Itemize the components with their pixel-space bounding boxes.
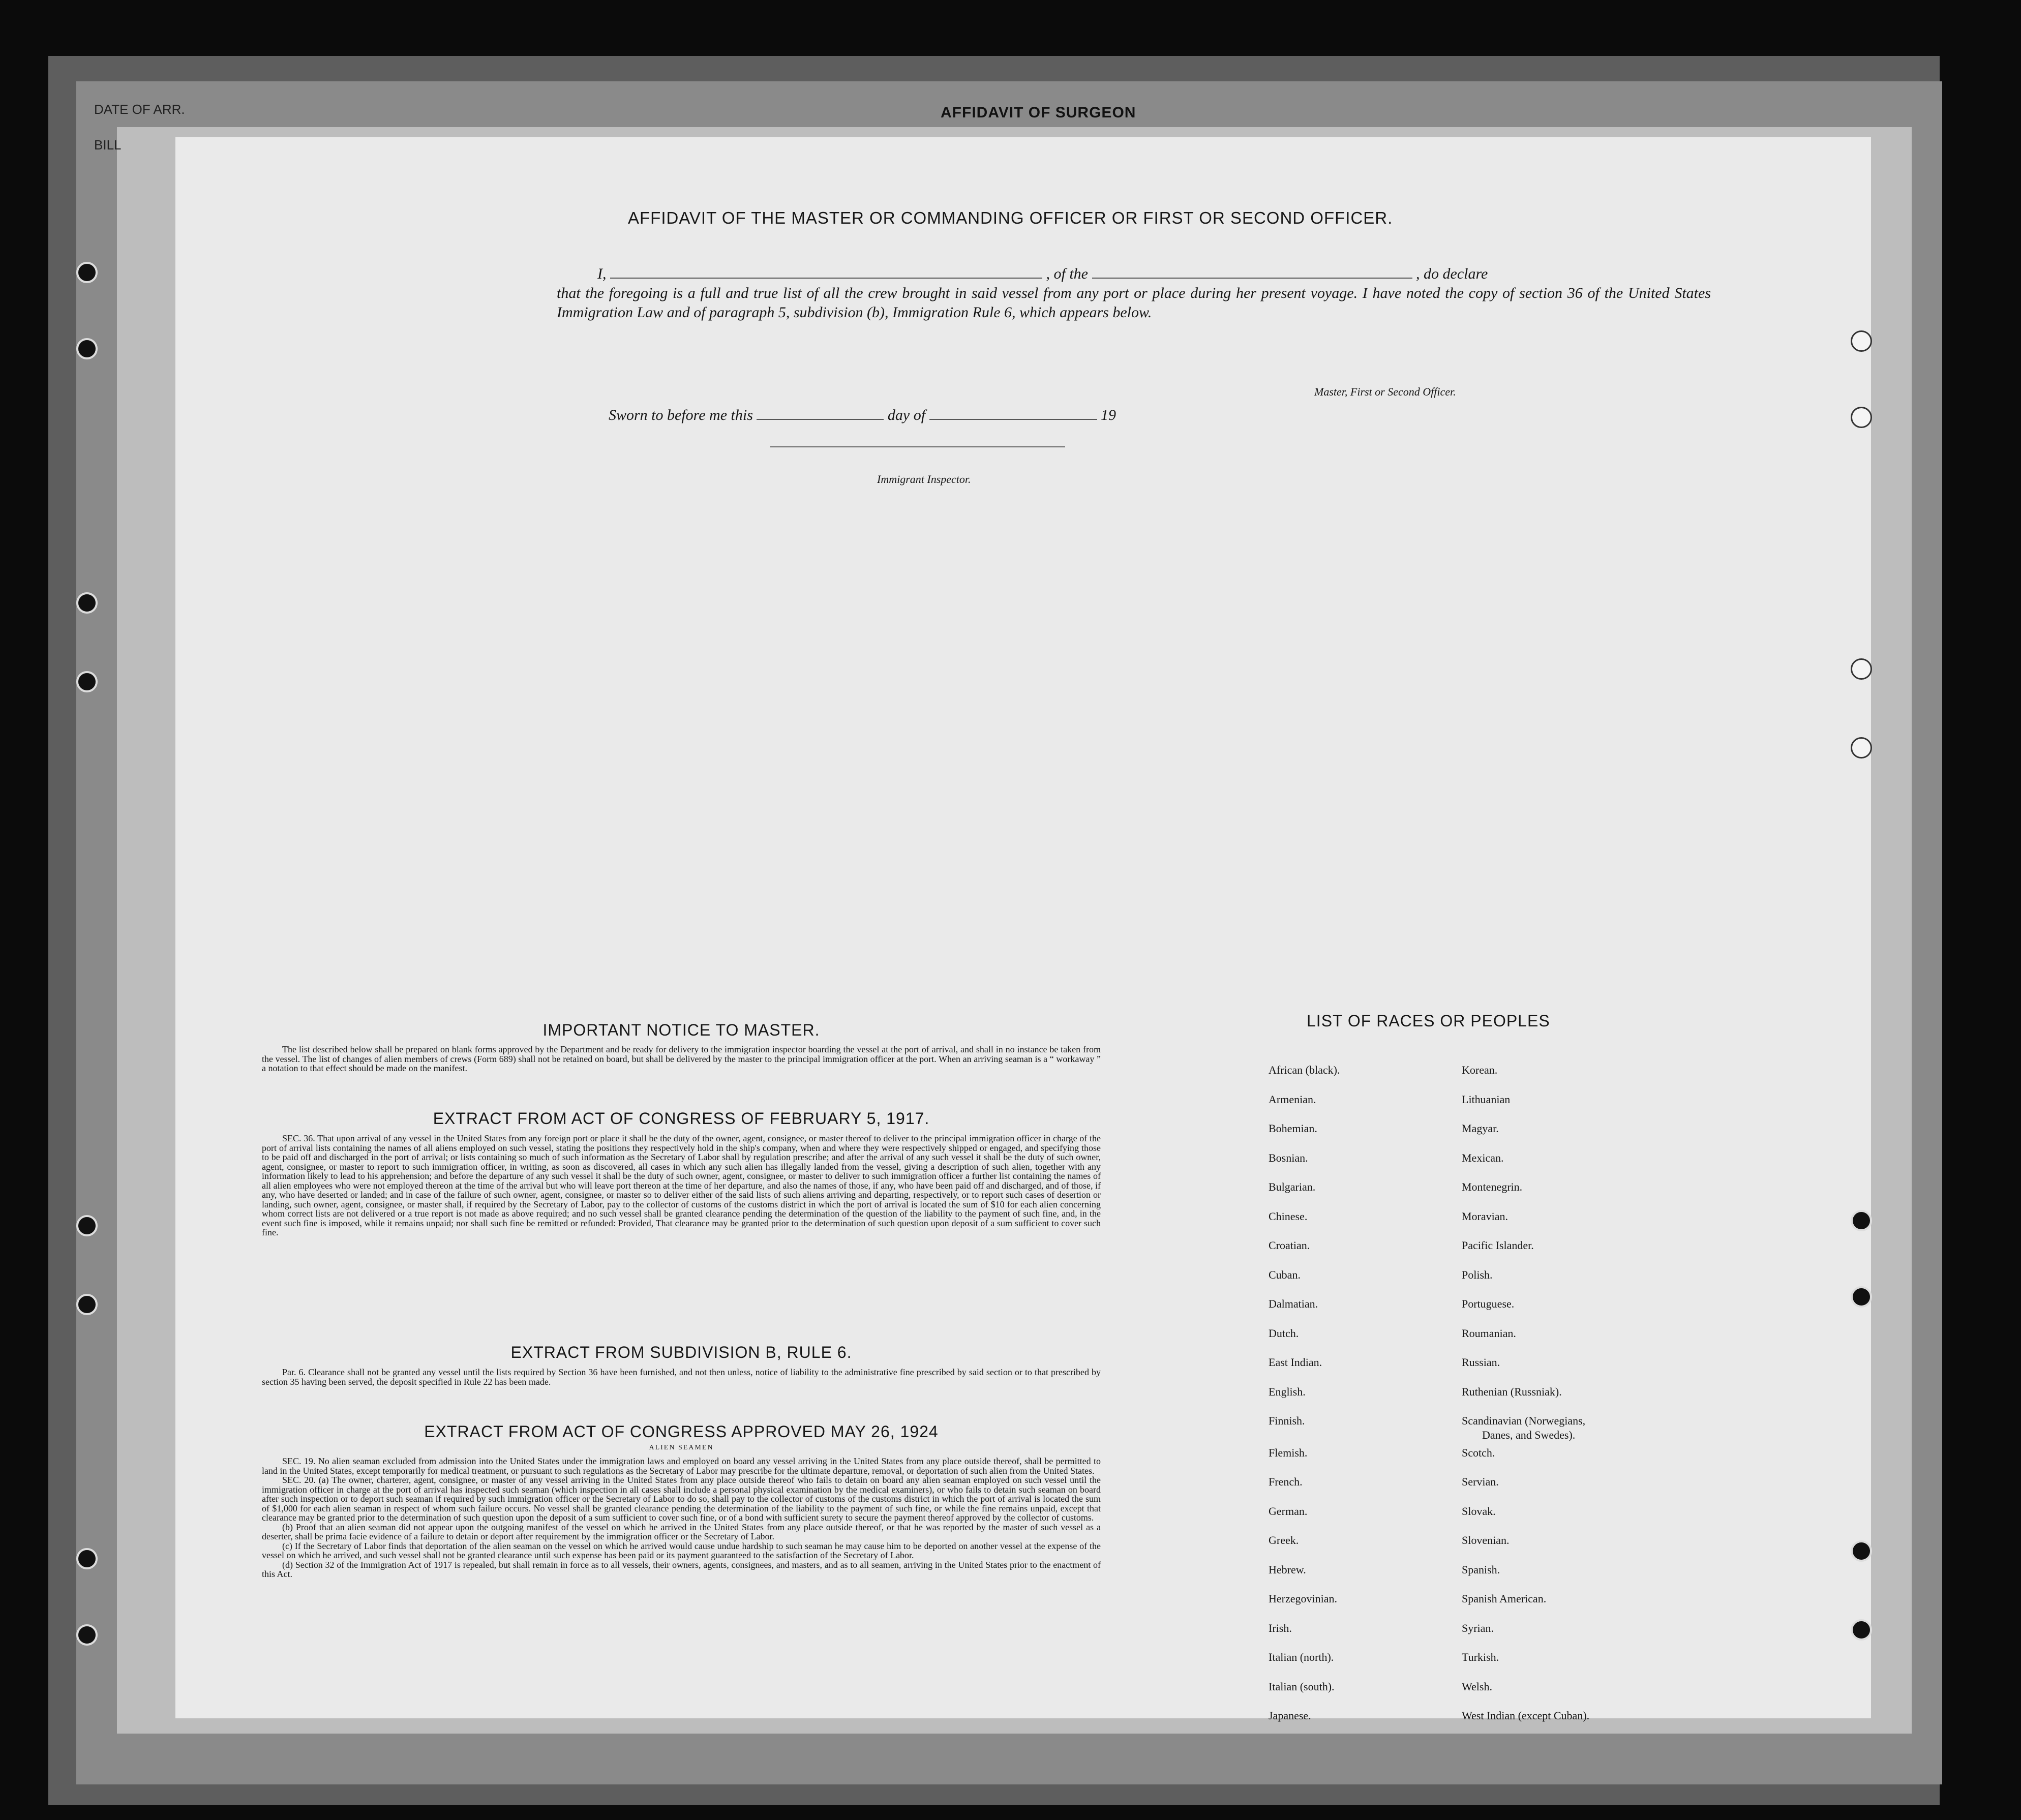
race-left: Bosnian. — [1269, 1151, 1308, 1164]
section-36-paragraph: SEC. 36. That upon arrival of any vessel in the United States from any foreign port or place it shall be the duty of the owner, agent, consignee, or master thereof to deliver to the principal immigration officer in charge of the port of arrival lists containing the names of all aliens employed on such vessel, stating the positions they respectively hold in the ship's company, when and where they were respectively shipped or engaged, and specifying those to be paid off and discharged in the port of arrival; or lists containing so much of such information as the Secretary of Labor shall by regulation prescribe; and after the arrival of any such vessel it shall be the duty of such owner, agent, consignee, or master to report to such immigration officer, in writing, as soon as discovered, all cases in which any such alien has illegally landed from the vessel, giving a description of such alien, together with any information likely to lead to his apprehension; and before the departure of any such vessel it shall be the duty of such owner, agent, consignee, or master to deliver to such immigration officer a further list containing the names of all alien employees who were not employed thereon at the time of the arrival but who will leave port thereon at the time of her departure, and also the names of those, if any, who have been paid off and discharged, and of those, if any, who have deserted or landed; and in case of the failure of such owner, agent, consignee, or master so to deliver either of the said lists of such aliens arriving and departing, respectively, or to report such cases of desertion or landing, such owner, agent, consignee, or master shall, if required by the Secretary of Labor, pay to the collector of customs of the customs district in which the port of arrival is located the sum of $10 for each alien concerning whom correct lists are not delivered or a true report is not made as above required; and no such vessel shall be granted clearance pending the determination of the question of the liability to the payment of such fine, and, in the event such fine is imposed, while it remains unpaid; nor shall such fine be remitted or refunded: Provided, That clearance may be granted prior to the determination of such question upon deposit of a sum sufficient to cover such fine. — [262, 1133, 1101, 1237]
extract-1924-text — [262, 1457, 1101, 1579]
extract-1924-title: EXTRACT FROM ACT OF CONGRESS APPROVED MAY 26, 1924 — [424, 1422, 939, 1441]
date-label: DATE OF ARR. — [94, 102, 185, 117]
race-left: Bohemian. — [1269, 1122, 1317, 1135]
race-right: Mexican. — [1462, 1151, 1504, 1164]
race-right-continued: Danes, and Swedes). — [1482, 1429, 1576, 1441]
day-blank — [757, 408, 884, 420]
race-left: Chinese. — [1269, 1210, 1308, 1223]
binder-hole — [76, 1624, 98, 1646]
surgeon-affidavit-title: AFFIDAVIT OF SURGEON — [941, 104, 1136, 121]
race-left: Greek. — [1269, 1534, 1299, 1546]
race-right: Lithuanian — [1462, 1093, 1511, 1106]
race-left: Irish. — [1269, 1622, 1292, 1634]
binder-hole — [1851, 1619, 1872, 1641]
race-right: Korean. — [1462, 1064, 1498, 1076]
binder-hole — [76, 1294, 98, 1315]
name-blank — [610, 266, 1042, 279]
race-left: Italian (south). — [1269, 1680, 1335, 1693]
race-left: Dalmatian. — [1269, 1297, 1318, 1310]
binder-hole — [1851, 407, 1872, 428]
race-right: Syrian. — [1462, 1622, 1494, 1634]
race-left: Armenian. — [1269, 1093, 1316, 1106]
month-blank — [929, 408, 1097, 420]
race-left: French. — [1269, 1475, 1303, 1488]
sworn-text: Sworn to before me this — [609, 407, 753, 423]
alien-seamen-subtitle: ALIEN SEAMEN — [649, 1444, 714, 1451]
race-right: Pacific Islander. — [1462, 1239, 1534, 1252]
affidavit-body — [557, 264, 1711, 322]
affidavit-declare: , do declare — [1416, 265, 1488, 282]
race-left: Herzegovinian. — [1269, 1592, 1337, 1605]
binder-hole — [1851, 1540, 1872, 1562]
race-right: Spanish. — [1462, 1563, 1500, 1576]
race-right: Turkish. — [1462, 1651, 1499, 1663]
race-left: Finnish. — [1269, 1414, 1305, 1427]
affidavit-title: AFFIDAVIT OF THE MASTER OR COMMANDING OFFICER OR FIRST OR SECOND OFFICER. — [628, 208, 1393, 227]
binder-hole — [1851, 658, 1872, 680]
sec-20d-paragraph: (d) Section 32 of the Immigration Act of 1917 is repealed, but shall remain in force as to all vessels, their owners, agents, consignees, and masters, and as to all seamen, arriving in the United States prior to the enactment of this Act. — [262, 1559, 1101, 1579]
binder-hole — [76, 1548, 98, 1569]
race-left: Croatian. — [1269, 1239, 1310, 1252]
bill-label: BILL — [94, 137, 122, 153]
sec-20c-paragraph: (c) If the Secretary of Labor finds that deportation of the alien seaman on the vessel on which he arrived would cause undue hardship to such seaman he may cause him to be deported on another vessel at the expense of the vessel on which he arrived, and such vessel shall not be granted clearance until such expense has been paid or its payment guaranteed to the satisfaction of the Secretary of Labor. — [262, 1540, 1101, 1560]
binder-hole — [1851, 1286, 1872, 1308]
race-right: Welsh. — [1462, 1680, 1492, 1693]
race-right: Moravian. — [1462, 1210, 1509, 1223]
races-title: LIST OF RACES OR PEOPLES — [1307, 1012, 1550, 1030]
race-right: Montenegrin. — [1462, 1180, 1523, 1193]
race-left: German. — [1269, 1505, 1308, 1518]
race-right: Slovak. — [1462, 1505, 1496, 1518]
binder-hole — [1851, 1210, 1872, 1231]
sec-20b-paragraph: (b) Proof that an alien seaman did not appear upon the outgoing manifest of the vessel on which he arrived in the United States from any place outside thereof, or that he was reported by the master of such vessel as a deserter, shall be prima facie evidence of a failure to detain or deport after requirement by the immigration officer or the Secretary of Labor. — [262, 1522, 1101, 1541]
notice-paragraph: The list described below shall be prepared on blank forms approved by the Department and be ready for delivery to the immigration inspector boarding the vessel at the port of arrival, and shall in no instance be taken from the vessel. The list of changes of alien members of crews (Form 689) shall not be retained on board, but shall be delivered by the master to the principal immigration officer at the port. When an arriving seaman is a “ workaway ” a notation to that effect should be made on the manifest. — [262, 1044, 1101, 1073]
race-right: Servian. — [1462, 1475, 1499, 1488]
race-right: Spanish American. — [1462, 1592, 1547, 1605]
binder-hole — [76, 671, 98, 692]
notice-text — [262, 1045, 1101, 1073]
race-left: Dutch. — [1269, 1327, 1299, 1340]
race-right: West Indian (except Cuban). — [1462, 1709, 1590, 1722]
extract-1917-title: EXTRACT FROM ACT OF CONGRESS OF FEBRUARY 5, 1917. — [433, 1109, 930, 1128]
race-left: African (black). — [1269, 1064, 1340, 1076]
binder-hole — [76, 1215, 98, 1236]
race-left: Hebrew. — [1269, 1563, 1306, 1576]
race-left: Italian (north). — [1269, 1651, 1334, 1663]
race-left: Japanese. — [1269, 1709, 1311, 1722]
inspector-label: Immigrant Inspector. — [877, 473, 971, 486]
extract-rule6-text — [262, 1368, 1101, 1386]
race-right: Polish. — [1462, 1268, 1493, 1281]
binder-hole — [1851, 737, 1872, 759]
binder-hole — [1851, 330, 1872, 352]
race-right: Roumanian. — [1462, 1327, 1516, 1340]
race-right: Magyar. — [1462, 1122, 1499, 1135]
sec-19-paragraph: SEC. 19. No alien seaman excluded from admission into the United States under the immigration laws and employed on board any vessel arriving in the United States from any place outside thereof, shall be permitted to land in the United States, except temporarily for medical treatment, or pursuant to such regulations as the Secretary of Labor may prescribe for the ultimate departure, removal, or deportation of such alien from the United States. — [262, 1456, 1101, 1476]
affidavit-page — [175, 137, 1871, 1722]
race-right: Ruthenian (Russniak). — [1462, 1385, 1562, 1398]
binder-hole — [76, 592, 98, 614]
race-right: Scotch. — [1462, 1446, 1495, 1459]
notice-title: IMPORTANT NOTICE TO MASTER. — [542, 1021, 820, 1039]
race-right: Portuguese. — [1462, 1297, 1515, 1310]
race-right: Scandinavian (Norwegians, — [1462, 1414, 1586, 1427]
rule6-paragraph: Par. 6. Clearance shall not be granted any vessel until the lists required by Section 36 have been furnished, and not then unless, notice of liability to the administrative fine prescribed by said section or to that prescribed by section 35 having been served, the deposit specified in Rule 22 has been made. — [262, 1367, 1101, 1387]
affidavit-statement: that the foregoing is a full and true list of all the crew brought in said vessel from any port or place during her present voyage. I have noted the copy of section 36 of the United States Immigration Law and of paragraph 5, subdivision (b), Immigration Rule 6, which appears below. — [557, 285, 1711, 321]
year-text: 19 — [1101, 407, 1117, 423]
affidavit-of-the: , of the — [1046, 265, 1088, 282]
signature-label: Master, First or Second Officer. — [1314, 385, 1456, 398]
binder-hole — [76, 338, 98, 359]
race-right: Russian. — [1462, 1356, 1500, 1369]
race-right: Slovenian. — [1462, 1534, 1510, 1546]
back-sheet-labels — [94, 92, 185, 163]
race-left: East Indian. — [1269, 1356, 1322, 1369]
binder-hole — [76, 262, 98, 283]
sworn-line — [609, 407, 1116, 424]
race-left: Flemish. — [1269, 1446, 1308, 1459]
vessel-blank — [1092, 266, 1412, 279]
inspector-signature-line — [770, 446, 1065, 447]
race-left: Cuban. — [1269, 1268, 1301, 1281]
day-of-text: day of — [887, 407, 926, 423]
extract-1917-text — [262, 1134, 1101, 1237]
race-left: Bulgarian. — [1269, 1180, 1316, 1193]
affidavit-i: I, — [597, 265, 607, 282]
race-left: English. — [1269, 1385, 1306, 1398]
extract-rule6-title: EXTRACT FROM SUBDIVISION B, RULE 6. — [510, 1343, 852, 1361]
sec-20a-paragraph: SEC. 20. (a) The owner, charterer, agent, consignee, or master of any vessel arriving in the United States from any place outside thereof who fails to detain on board any alien seaman employed on such vessel until the immigration officer in charge at the port of arrival has inspected such seaman (which inspection in all cases shall include a personal physical examination by the medical examiners), or who fails to detain such seaman on board after such inspection or to deport such seaman if required by such immigration officer or the Secretary of Labor to do so, shall pay to the collector of customs of the customs district in which the port of arrival is located the sum of $1,000 for each alien seaman in respect of whom such failure occurs. No vessel shall be granted clearance pending the determination of the liability to the payment of such fine, or while the fine remains unpaid, except that clearance may be granted prior to the determination of such question upon the deposit of a sum sufficient to cover such fine, or of a bond with sufficient surety to secure the payment thereof approved by the collector of customs. — [262, 1475, 1101, 1523]
